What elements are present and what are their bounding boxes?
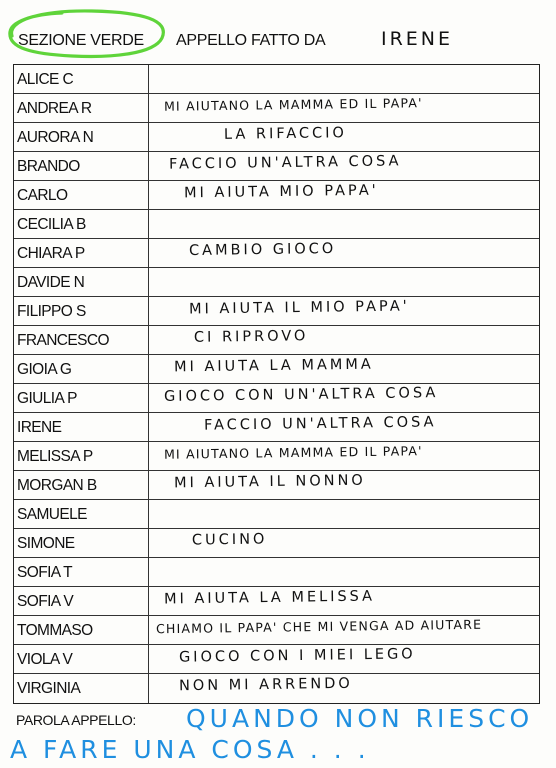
table-row <box>14 645 539 674</box>
appello-label: APPELLO FATTO DA <box>176 32 326 49</box>
student-answer: MI AIUTA LA MELISSA <box>163 588 376 608</box>
table-row <box>14 413 539 442</box>
student-name: TOMMASO <box>17 622 93 639</box>
student-answer: GIOCO CON I MIEI LEGO <box>178 646 416 666</box>
student-name: VIRGINIA <box>17 680 81 697</box>
table-row <box>14 326 539 355</box>
table-row <box>14 529 539 558</box>
student-name: GIULIA P <box>17 390 77 407</box>
student-name: SOFIA V <box>17 593 74 610</box>
table-row <box>14 181 539 210</box>
student-name: ANDREA R <box>17 100 92 117</box>
student-name: AURORA N <box>17 129 94 146</box>
table-row <box>14 123 539 152</box>
student-name: GIOIA G <box>17 361 72 378</box>
table-row <box>14 239 539 268</box>
student-answer: FACCIO UN'ALTRA COSA <box>203 414 437 434</box>
student-answer: CHIAMO IL PAPA' CHE MI VENGA AD AIUTARE <box>155 616 483 637</box>
student-answer: CAMBIO GIOCO <box>188 240 337 260</box>
table-row <box>14 94 539 123</box>
table-row <box>14 558 539 587</box>
header <box>16 28 546 56</box>
student-name: FRANCESCO <box>17 332 109 349</box>
student-answer: GIOCO CON UN'ALTRA COSA <box>163 385 439 405</box>
table-row <box>14 355 539 384</box>
student-name: SOFIA T <box>17 564 72 581</box>
student-answer: MI AIUTA IL NONNO <box>173 472 366 492</box>
student-answer: CUCINO <box>191 531 268 549</box>
student-name: CARLO <box>17 187 68 204</box>
table-row <box>14 268 539 297</box>
student-name: SAMUELE <box>17 506 87 523</box>
table-row <box>14 297 539 326</box>
student-name: MELISSA P <box>17 448 93 465</box>
table-row <box>14 210 539 239</box>
student-name: DAVIDE N <box>17 274 85 291</box>
section-name: SEZIONE VERDE <box>18 32 144 49</box>
table-row <box>14 471 539 500</box>
student-answer: FACCIO UN'ALTRA COSA <box>168 153 402 173</box>
student-name: SIMONE <box>17 535 75 552</box>
student-answer: NON MI ARRENDO <box>178 675 353 695</box>
student-name: VIOLA V <box>17 651 73 668</box>
table-row <box>14 500 539 529</box>
student-name: BRANDO <box>17 158 80 175</box>
footer-answer-line-2: A FARE UNA COSA . . . <box>10 735 370 764</box>
table-row <box>14 616 539 645</box>
footer-label: PAROLA APPELLO: <box>16 712 136 728</box>
roster-table <box>13 64 540 704</box>
student-answer: CI RIPROVO <box>193 328 309 346</box>
student-name: CHIARA P <box>17 245 85 262</box>
table-row <box>14 587 539 616</box>
table-row <box>14 384 539 413</box>
student-name: MORGAN B <box>17 477 97 494</box>
student-name: IRENE <box>17 419 62 436</box>
student-answer: MI AIUTA IL MIO PAPA' <box>188 298 410 318</box>
student-answer: MI AIUTANO LA MAMMA ED IL PAPA' <box>163 443 423 462</box>
student-answer: MI AIUTA LA MAMMA <box>173 356 374 376</box>
table-row <box>14 152 539 181</box>
student-answer: LA RIFACCIO <box>223 125 348 143</box>
footer-answer-line-1: QUANDO NON RIESCO <box>186 704 534 733</box>
table-row <box>14 442 539 471</box>
student-name: FILIPPO S <box>17 303 86 320</box>
appello-name: IRENE <box>381 28 454 50</box>
student-answer: MI AIUTA MIO PAPA' <box>183 182 379 202</box>
table-row <box>14 65 539 94</box>
student-name: CECILIA B <box>17 216 86 233</box>
student-name: ALICE C <box>17 71 74 88</box>
student-answer: MI AIUTANO LA MAMMA ED IL PAPA' <box>163 95 423 114</box>
table-row <box>14 674 539 703</box>
